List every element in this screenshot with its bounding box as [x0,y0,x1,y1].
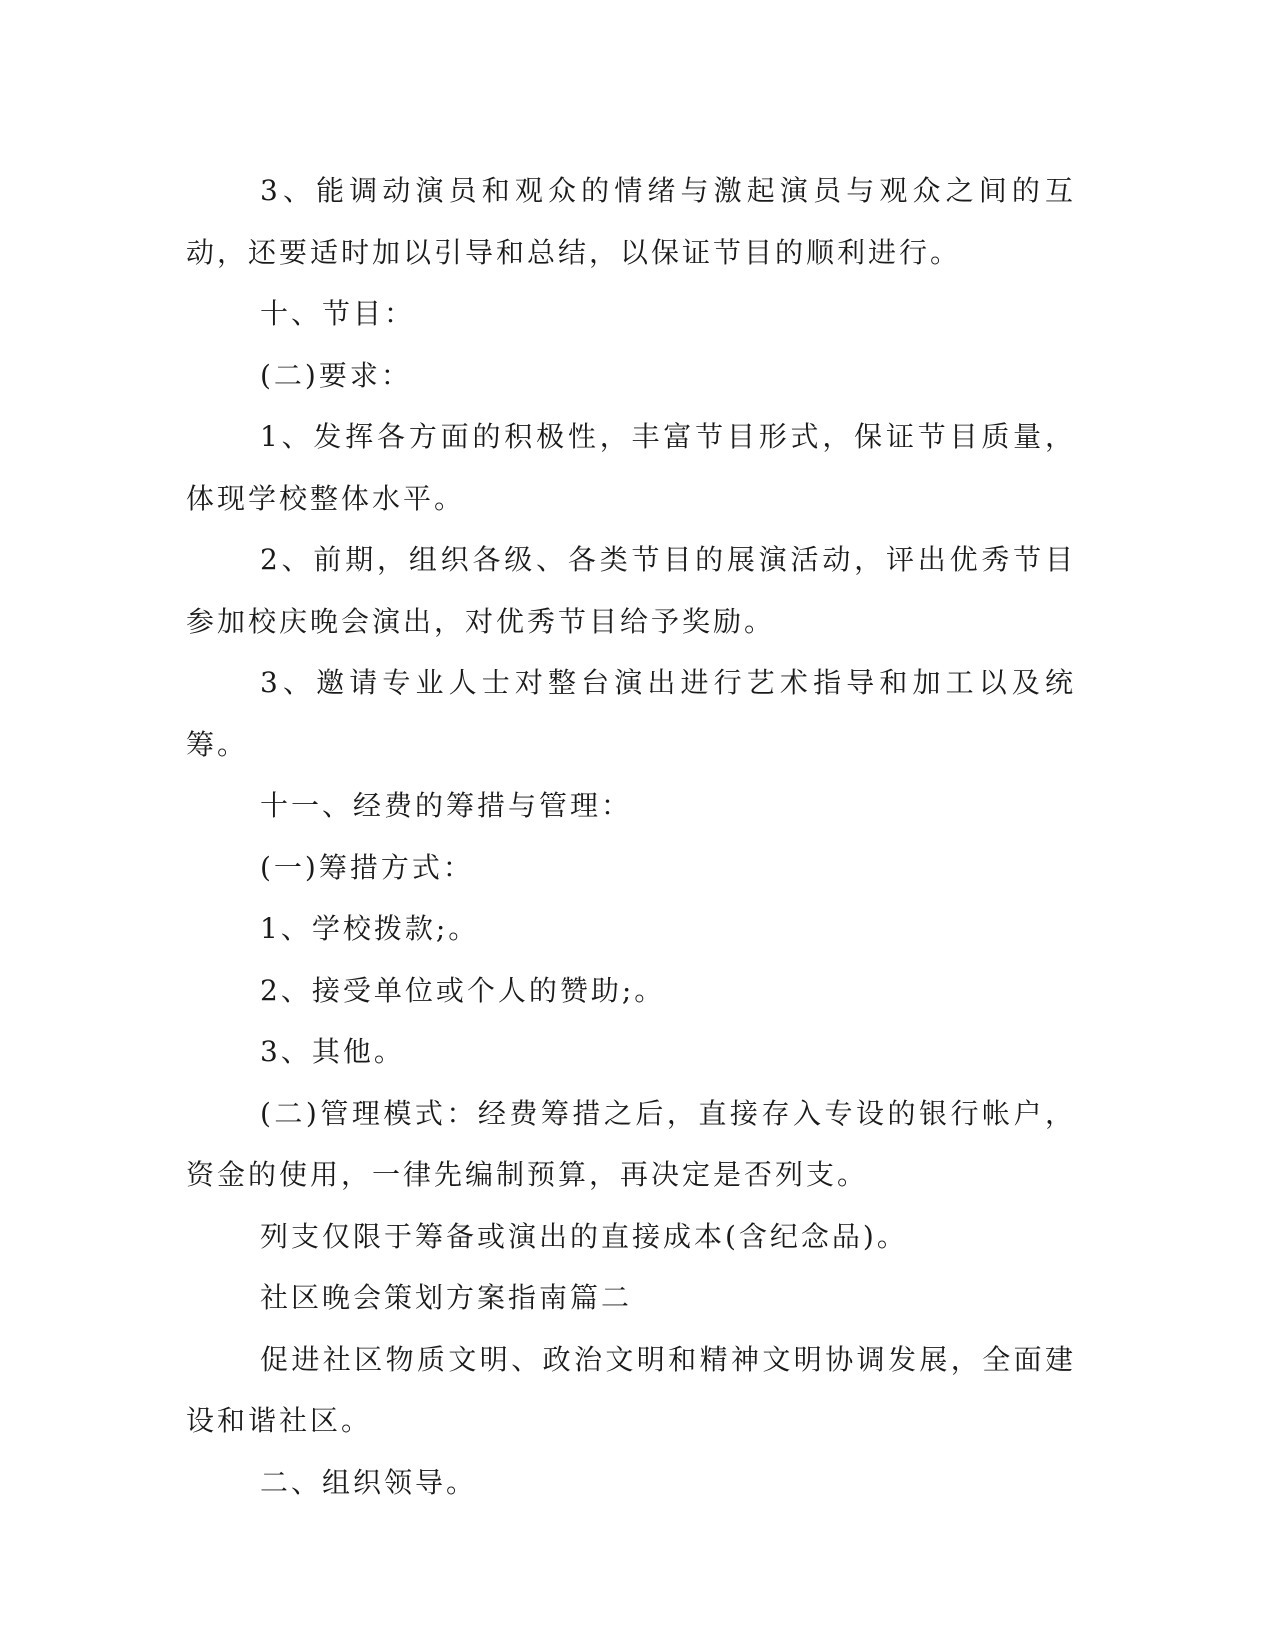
paragraph: 1、发挥各方面的积极性，丰富节目形式，保证节目质量，体现学校整体水平。 [186,420,1076,515]
subsection-heading: (一)筹措方式： [260,850,474,884]
article-title: 社区晚会策划方案指南篇二 [260,1281,633,1314]
paragraph: 2、前期，组织各级、各类节目的展演活动，评出优秀节目参加校庆晚会演出，对优秀节目给予奖励。 [186,543,1076,638]
paragraph: 3、能调动演员和观众的情绪与激起演员与观众之间的互动，还要适时加以引导和总结，以保证节目的顺利进行。 [186,174,1076,269]
paragraph: (二)管理模式：经费筹措之后，直接存入专设的银行帐户，资金的使用，一律先编制预算，再决定是否列支。 [186,1096,1076,1191]
list-item: 3、其他。 [260,1035,405,1068]
section-heading: 十一、经费的筹措与管理： [260,789,633,822]
paragraph: 列支仅限于筹备或演出的直接成本(含纪念品)。 [260,1219,908,1253]
document-body [186,160,1076,1513]
paragraph: 促进社区物质文明、政治文明和精神文明协调发展，全面建设和谐社区。 [186,1342,1076,1437]
section-heading: 十、节目： [260,297,416,330]
list-item: 1、学校拨款;。 [260,912,480,945]
paragraph: 3、邀请专业人士对整台演出进行艺术指导和加工以及统筹。 [186,666,1076,761]
subsection-heading: (二)要求： [260,358,412,392]
list-item: 2、接受单位或个人的赞助;。 [260,973,666,1007]
section-heading: 二、组织领导。 [260,1465,478,1499]
